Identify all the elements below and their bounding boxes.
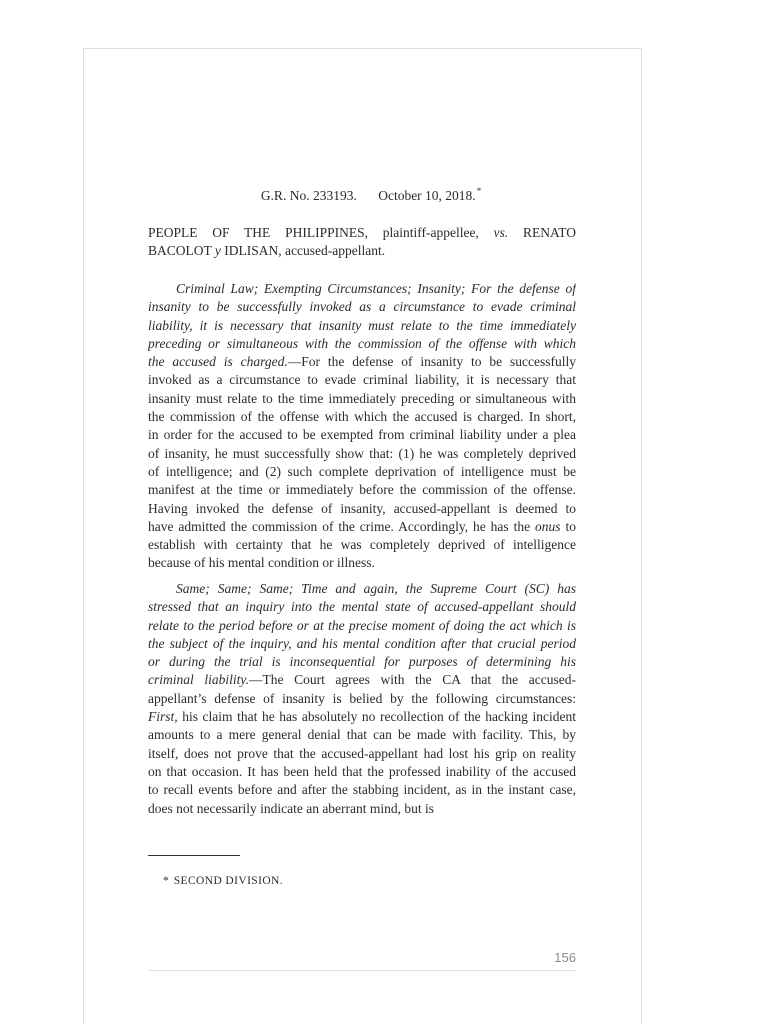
syllabus-line [148,298,576,316]
syllabus-line [148,500,576,518]
italic-text-segment: the subject of the inquiry, and his mental condition after that crucial period [148,635,576,651]
syllabus-line [148,671,576,689]
text-segment: does not necessarily indicate an aberrant mind, but is [148,800,435,816]
syllabus-line [148,536,576,554]
italic-text-segment: preceding or simultaneous with the commission of the offense with which [148,335,576,351]
text-segment: BACOLOT [148,243,215,259]
syllabus-line [148,390,576,408]
text-segment: appellant’s defense of insanity is belied by the following circumstances: [148,690,576,706]
italic-text-segment: First, [148,709,178,725]
text-segment: have admitted the commission of the crime. Accordingly, he has the [148,518,536,534]
syllabus-line [148,726,576,744]
italic-text-segment: y [214,243,221,259]
text-segment: —The Court agrees with the CA that the accused- [248,672,576,688]
text-segment: to [560,518,576,534]
italic-text-segment: criminal liability. [148,672,249,688]
page-number: 156 [554,950,576,965]
italic-text-segment: vs. [493,225,509,240]
syllabus-line [148,518,576,536]
italic-text-segment: Same; Same; Same; Time and again, the Supreme Court (SC) has [176,580,576,596]
text-segment: his claim that he has absolutely no recollection of the hacking incident [177,709,576,725]
italic-text-segment: stressed that an inquiry into the mental state of accused-appellant should [148,599,576,615]
syllabus-line [148,426,576,444]
footnote [163,872,283,888]
syllabus-line [148,280,576,298]
syllabus-line [148,745,576,763]
text-segment: of insanity, he must successfully show that: (1) he was completely deprived [148,445,576,461]
syllabus-line [148,408,576,426]
syllabus-line [148,653,576,671]
text-segment: manifest at the time or immediately before the commission of the offense. [148,482,576,498]
syllabus-line [148,580,576,598]
text-segment: IDLISAN, accused-appellant. [220,243,386,259]
text-segment: invoked as a circumstance to evade criminal liability, it is necessary that [148,372,576,388]
syllabus-line [148,708,576,726]
text-segment: in order for the accused to be exempted from criminal liability under a plea [148,427,576,443]
case-parties [148,224,576,261]
italic-text-segment: insanity to be successfully invoked as a circumstance to evade criminal [148,299,576,315]
syllabus-paragraph [148,580,576,818]
text-segment: establish with certainty that he was completely deprived of intelligence [148,537,576,553]
syllabus-line [148,781,576,799]
syllabus-line [148,800,576,818]
decision-date: October 10, 2018. [378,188,476,203]
syllabus-line [148,763,576,781]
text-segment: of intelligence; and (2) such complete deprivation of intelligence must be [148,463,576,479]
parties-line [148,224,576,242]
text-segment: amounts to a mere general denial that can be made with facility. This, by [148,727,576,743]
text-segment: Having invoked the defense of insanity, accused-appellant is deemed to [148,500,576,516]
syllabus-line [148,353,576,371]
text-segment: on that occasion. It has been held that the professed inability of the accused [148,763,576,779]
syllabus-line [148,635,576,653]
footnote-separator [148,855,240,856]
syllabus-paragraph [148,280,576,573]
syllabus-line [148,445,576,463]
italic-text-segment: liability, it is necessary that insanity must relate to the time immediately [148,317,576,333]
text-segment: itself, does not prove that the accused-appellant had lost his grip on reality [148,745,576,761]
footnote-reference: * [476,185,482,196]
syllabus-line [148,335,576,353]
syllabus-line [148,690,576,708]
syllabus-line [148,617,576,635]
syllabus-line [148,371,576,389]
case-number: G.R. No. 233193. [260,188,357,203]
italic-text-segment: or during the trial is inconsequential for purposes of determining his [148,654,576,670]
text-segment: PEOPLE OF THE PHILIPPINES, plaintiff-appellee, [148,225,494,240]
text-segment: to recall events before and after the stabbing incident, as in the instant case, [148,782,576,798]
parties-line [148,242,576,260]
text-segment: RENATO [508,225,576,240]
italic-text-segment: relate to the period before or at the precise moment of doing the act which is [148,617,576,633]
case-title [148,187,576,205]
footnote-text: SECOND DIVISION. [173,875,284,887]
text-segment: —For the defense of insanity to be successfully [287,354,576,370]
text-segment: insanity must relate to the time immediately preceding or simultaneous with [148,390,576,406]
page-bottom-rule [148,970,576,971]
syllabus-line [148,463,576,481]
syllabus-line [148,481,576,499]
footnote-marker: * [163,875,169,887]
italic-text-segment: Criminal Law; Exempting Circumstances; Insanity; For the defense of [176,281,576,296]
italic-text-segment: onus [535,518,561,534]
text-segment: because of his mental condition or illness. [148,555,375,571]
syllabus-line [148,598,576,616]
syllabus-line [148,554,576,572]
syllabus [148,280,576,818]
italic-text-segment: the accused is charged. [148,354,288,370]
text-segment: the commission of the offense with which the accused is charged. In short, [148,409,576,425]
syllabus-line [148,317,576,335]
